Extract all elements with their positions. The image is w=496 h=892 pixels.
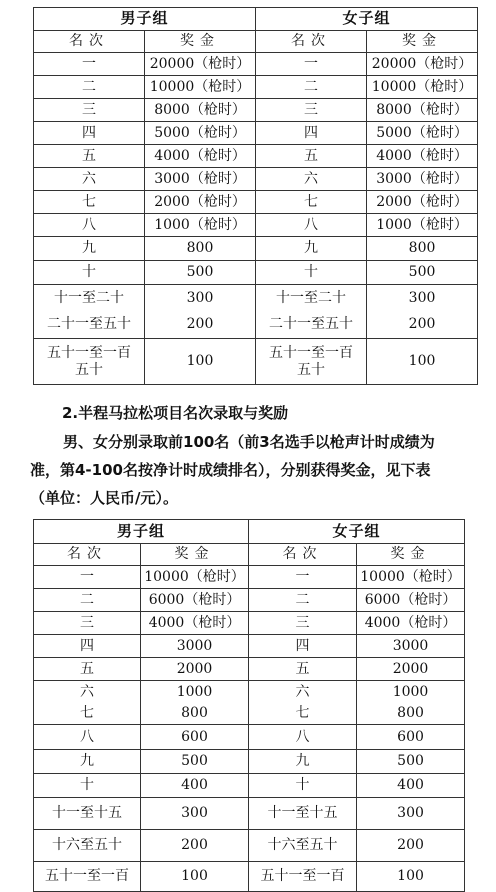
table-row <box>34 99 478 122</box>
header-prize: 奖金 <box>145 31 256 53</box>
table-row <box>34 76 478 99</box>
prize-cell: 800 <box>141 703 249 725</box>
prize-cell: 100 <box>357 862 465 892</box>
table-row <box>34 566 465 589</box>
table-row <box>34 862 465 892</box>
section-heading: 2.半程马拉松项目名次录取与奖励 <box>62 404 289 422</box>
prize-cell: 100 <box>367 339 478 385</box>
rank-cell: 二 <box>256 76 367 99</box>
rank-cell: 一 <box>34 566 141 589</box>
prize-cell: 300 <box>141 798 249 830</box>
prize-cell: 200 <box>141 830 249 862</box>
prize-cell: 20000（枪时） <box>367 53 478 76</box>
rank-cell: 九 <box>34 750 141 774</box>
table-row <box>34 122 478 145</box>
rank-cell: 六 <box>249 681 357 703</box>
section-paragraph <box>30 428 486 512</box>
table-row <box>34 750 465 774</box>
prize-cell: 500 <box>357 750 465 774</box>
rank-cell: 五 <box>34 658 141 681</box>
rank-cell: 三 <box>34 99 145 122</box>
prize-cell: 1000（枪时） <box>367 214 478 237</box>
prize-cell: 500 <box>141 750 249 774</box>
rank-cell: 六 <box>34 681 141 703</box>
table-group-row <box>34 8 478 31</box>
header-rank: 名次 <box>34 31 145 53</box>
rank-range-text: 五十一至一百 <box>47 345 131 362</box>
rank-cell: 五十一至一百 <box>34 862 141 892</box>
prize-cell: 500 <box>145 261 256 285</box>
rank-cell: 一 <box>34 53 145 76</box>
prize-cell: 10000（枪时） <box>141 566 249 589</box>
prize-cell: 20000（枪时） <box>145 53 256 76</box>
header-prize: 奖金 <box>141 544 249 566</box>
marathon-prize-table <box>33 7 478 385</box>
table-row <box>34 703 465 725</box>
prize-cell: 3000 <box>357 635 465 658</box>
prize-cell: 3000（枪时） <box>145 168 256 191</box>
table-row <box>34 681 465 703</box>
rank-cell: 十一至十五 <box>249 798 357 830</box>
rank-cell: 十六至五十 <box>34 830 141 862</box>
group-female: 女子组 <box>249 520 465 544</box>
rank-cell: 三 <box>256 99 367 122</box>
prize-cell: 1000 <box>141 681 249 703</box>
prize-cell: 1000 <box>357 681 465 703</box>
rank-cell: 十 <box>249 774 357 798</box>
rank-cell: 七 <box>256 191 367 214</box>
prize-cell: 4000（枪时） <box>367 145 478 168</box>
header-rank: 名次 <box>256 31 367 53</box>
prize-cell: 200 <box>357 830 465 862</box>
header-prize: 奖金 <box>357 544 465 566</box>
prize-cell: 2000（枪时） <box>145 191 256 214</box>
prize-cell: 2000 <box>141 658 249 681</box>
group-male: 男子组 <box>34 520 249 544</box>
table-row <box>34 725 465 750</box>
rank-range-text: 五十一至一百 <box>269 345 354 362</box>
rank-cell: 四 <box>249 635 357 658</box>
rank-cell: 二 <box>34 589 141 612</box>
table-row <box>34 261 478 285</box>
prize-cell: 3000 <box>141 635 249 658</box>
rank-cell: 十六至五十 <box>249 830 357 862</box>
prize-cell: 6000（枪时） <box>357 589 465 612</box>
rank-cell: 七 <box>249 703 357 725</box>
prize-cell: 100 <box>145 339 256 385</box>
group-male: 男子组 <box>34 8 256 31</box>
table-row <box>34 145 478 168</box>
table-row <box>34 311 478 339</box>
table-group-row <box>34 520 465 544</box>
prize-cell: 300 <box>367 285 478 311</box>
prize-cell: 10000（枪时） <box>367 76 478 99</box>
rank-cell: 五 <box>256 145 367 168</box>
rank-cell: 八 <box>249 725 357 750</box>
rank-cell: 四 <box>34 122 145 145</box>
rank-cell: 九 <box>249 750 357 774</box>
prize-cell: 400 <box>141 774 249 798</box>
rank-cell: 七 <box>34 191 145 214</box>
paragraph-line: 准，第4-100名按净计时成绩排名），分别获得奖金，见下表 <box>30 461 431 479</box>
rank-cell: 一 <box>249 566 357 589</box>
table-row <box>34 830 465 862</box>
rank-cell: 三 <box>34 612 141 635</box>
rank-cell: 二 <box>249 589 357 612</box>
rank-cell: 九 <box>34 237 145 261</box>
header-rank: 名次 <box>249 544 357 566</box>
rank-cell: 五 <box>34 145 145 168</box>
table-row <box>34 191 478 214</box>
paragraph-line: （单位：人民币/元）。 <box>30 489 178 507</box>
prize-cell: 800 <box>145 237 256 261</box>
table-row <box>34 589 465 612</box>
prize-cell: 600 <box>141 725 249 750</box>
prize-cell: 2000 <box>357 658 465 681</box>
table-row <box>34 214 478 237</box>
rank-cell: 二十一至五十 <box>256 311 367 339</box>
prize-cell: 400 <box>357 774 465 798</box>
rank-cell: 一 <box>256 53 367 76</box>
rank-cell: 三 <box>249 612 357 635</box>
rank-cell: 十一至二十 <box>34 285 145 311</box>
prize-cell: 3000（枪时） <box>367 168 478 191</box>
header-rank: 名次 <box>34 544 141 566</box>
prize-cell: 600 <box>357 725 465 750</box>
rank-cell: 六 <box>34 168 145 191</box>
table-row <box>34 237 478 261</box>
rank-cell: 四 <box>256 122 367 145</box>
rank-cell: 十 <box>256 261 367 285</box>
rank-cell: 五 <box>249 658 357 681</box>
prize-cell: 500 <box>367 261 478 285</box>
half-marathon-prize-table <box>33 519 465 892</box>
table-header-row <box>34 544 465 566</box>
prize-cell: 100 <box>141 862 249 892</box>
prize-cell: 8000（枪时） <box>367 99 478 122</box>
prize-cell: 200 <box>367 311 478 339</box>
table-header-row <box>34 31 478 53</box>
rank-cell: 二十一至五十 <box>34 311 145 339</box>
rank-cell: 十一至十五 <box>34 798 141 830</box>
table-row <box>34 774 465 798</box>
prize-cell: 6000（枪时） <box>141 589 249 612</box>
rank-range-continuation: 五十 <box>297 361 326 378</box>
prize-cell: 1000（枪时） <box>145 214 256 237</box>
prize-cell: 4000（枪时） <box>357 612 465 635</box>
prize-cell: 300 <box>145 285 256 311</box>
table-row <box>34 285 478 311</box>
table-row <box>34 798 465 830</box>
prize-cell: 5000（枪时） <box>145 122 256 145</box>
rank-cell: 九 <box>256 237 367 261</box>
rank-cell: 八 <box>34 214 145 237</box>
table-row <box>34 339 478 385</box>
prize-cell: 2000（枪时） <box>367 191 478 214</box>
rank-cell: 十 <box>34 774 141 798</box>
rank-cell: 四 <box>34 635 141 658</box>
prize-cell: 800 <box>357 703 465 725</box>
prize-cell: 4000（枪时） <box>145 145 256 168</box>
rank-cell: 五十一至一百 <box>249 862 357 892</box>
prize-cell: 300 <box>357 798 465 830</box>
prize-cell: 10000（枪时） <box>145 76 256 99</box>
prize-cell: 8000（枪时） <box>145 99 256 122</box>
rank-cell: 二 <box>34 76 145 99</box>
table-row <box>34 53 478 76</box>
rank-range-continuation: 五十 <box>75 361 103 378</box>
header-prize: 奖金 <box>367 31 478 53</box>
prize-cell: 5000（枪时） <box>367 122 478 145</box>
rank-cell: 十 <box>34 261 145 285</box>
rank-cell <box>256 339 367 385</box>
rank-cell: 八 <box>34 725 141 750</box>
rank-cell: 八 <box>256 214 367 237</box>
prize-cell: 10000（枪时） <box>357 566 465 589</box>
rank-cell <box>34 339 145 385</box>
group-female: 女子组 <box>256 8 478 31</box>
table-row <box>34 635 465 658</box>
rank-cell: 七 <box>34 703 141 725</box>
paragraph-line: 男、女分别录取前100名（前3名选手以枪声计时成绩为 <box>63 433 435 451</box>
prize-cell: 4000（枪时） <box>141 612 249 635</box>
table-row <box>34 612 465 635</box>
prize-cell: 800 <box>367 237 478 261</box>
table-row <box>34 658 465 681</box>
table-row <box>34 168 478 191</box>
rank-cell: 六 <box>256 168 367 191</box>
rank-cell: 十一至二十 <box>256 285 367 311</box>
prize-cell: 200 <box>145 311 256 339</box>
